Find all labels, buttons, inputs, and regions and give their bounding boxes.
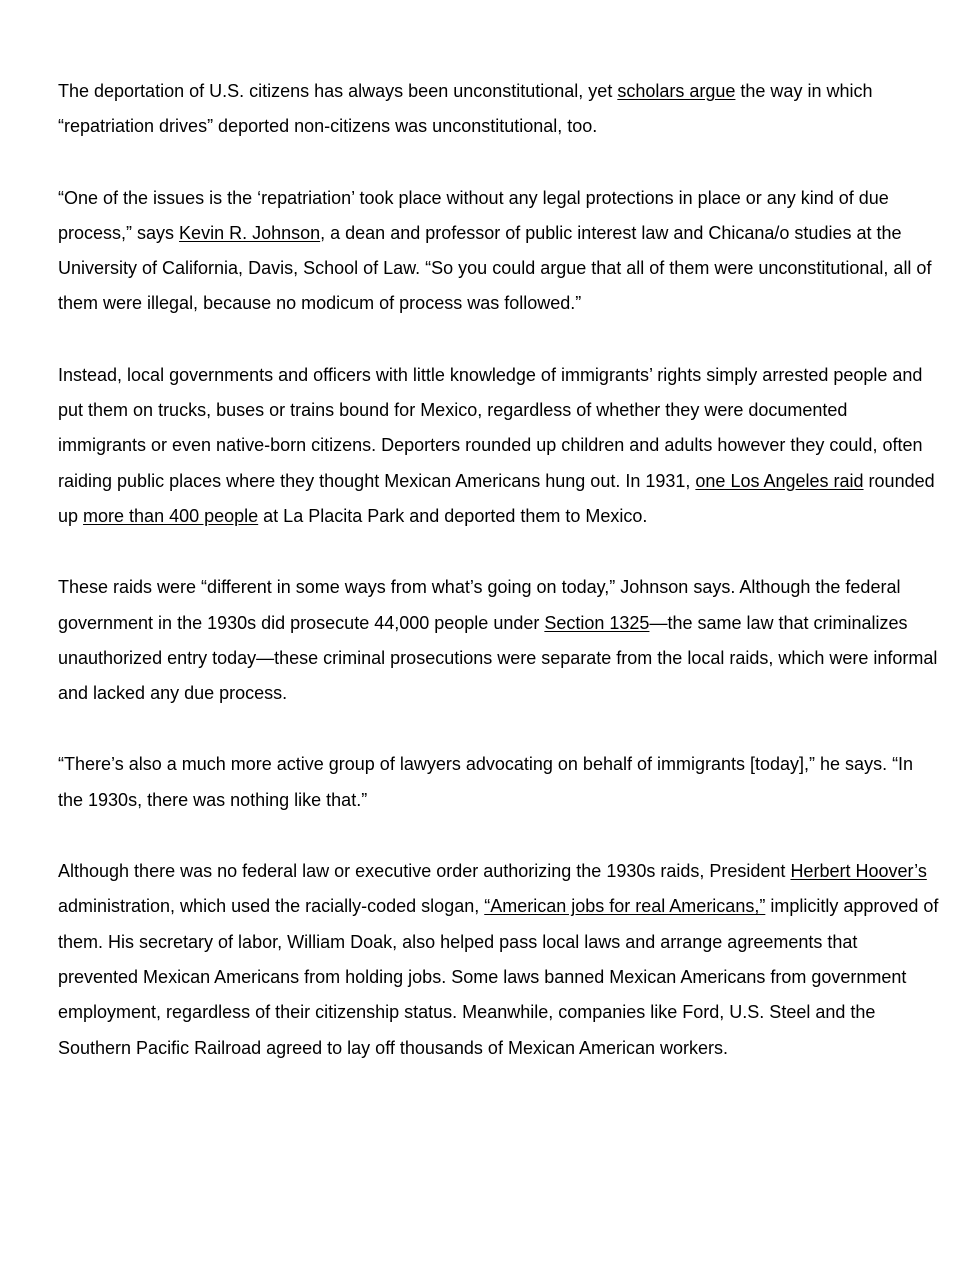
scholars-argue-link[interactable]: scholars argue (617, 81, 736, 101)
paragraph-4-text-a: These raids were “different in some ways from what’s going on today,” Johnson says. Although the federal government in the 1930s did prosecute 44,000 people under (58, 577, 901, 633)
paragraph-2 (58, 181, 939, 322)
paragraph-1-text-a: The deportation of U.S. citizens has always been unconstitutional, yet (58, 81, 618, 101)
paragraph-3-text-c: at La Placita Park and deported them to Mexico. (258, 505, 648, 526)
paragraph-6-text-b: administration, which used the racially-coded slogan, (58, 896, 485, 917)
paragraph-6-text-a: Although there was no federal law or executive order authorizing the 1930s raids, President (58, 861, 791, 882)
herbert-hoover-link[interactable]: Herbert Hoover’s (790, 861, 927, 882)
paragraph-4-text-b: —the same law that criminalizes unauthorized entry today—these criminal prosecutions were separate from the local raids, which were informal and lacked any due process. (58, 612, 938, 704)
paragraph-4 (58, 570, 939, 711)
american-jobs-slogan-link[interactable]: “American jobs for real Americans,” (484, 896, 766, 917)
paragraph-1 (58, 74, 939, 145)
kevin-johnson-link[interactable]: Kevin R. Johnson (179, 222, 321, 243)
more-than-400-people-link[interactable]: more than 400 people (83, 505, 259, 526)
paragraph-3 (58, 358, 939, 534)
los-angeles-raid-link[interactable]: one Los Angeles raid (695, 470, 864, 491)
paragraph-1-text-b: the way in which “repatriation drives” deported non-citizens was unconstitutional, too. (58, 81, 873, 137)
paragraph-5-text-a: “There’s also a much more active group of lawyers advocating on behalf of immigrants [today],” he says. “In the 1930s, there was nothing like that.” (58, 754, 914, 810)
paragraph-6 (58, 854, 939, 1066)
paragraph-6-text-c: implicitly approved of them. His secretary of labor, William Doak, also helped pass local laws and arrange agreements that prevented Mexican Americans from holding jobs. Some laws banned Mexican Americans from government employment, regardless of their citizenship status. Meanwhile, companies like Ford, U.S. Steel and the Southern Pacific Railroad agreed to lay off thousands of Mexican American workers. (58, 896, 939, 1058)
paragraph-2-text-b: , a dean and professor of public interest law and Chicana/o studies at the University of California, Davis, School of Law. “So you could argue that all of them were unconstitutional, all of them were illegal, because no modicum of process was followed.” (58, 222, 932, 314)
section-1325-link[interactable]: Section 1325 (544, 612, 650, 633)
paragraph-3-text-b: rounded up (58, 470, 935, 526)
paragraph-3-text-a: Instead, local governments and officers with little knowledge of immigrants’ rights simply arrested people and put them on trucks, buses or trains bound for Mexico, regardless of whether they were documented immigrants or even native-born citizens. Deporters rounded up children and adults however they could, often raiding public places where they thought Mexican Americans hung out. In 1931, (58, 364, 923, 491)
paragraph-2-text-a: “One of the issues is the ‘repatriation’ took place without any legal protections in place or any kind of due process,” says (58, 187, 889, 243)
paragraph-5 (58, 747, 939, 818)
